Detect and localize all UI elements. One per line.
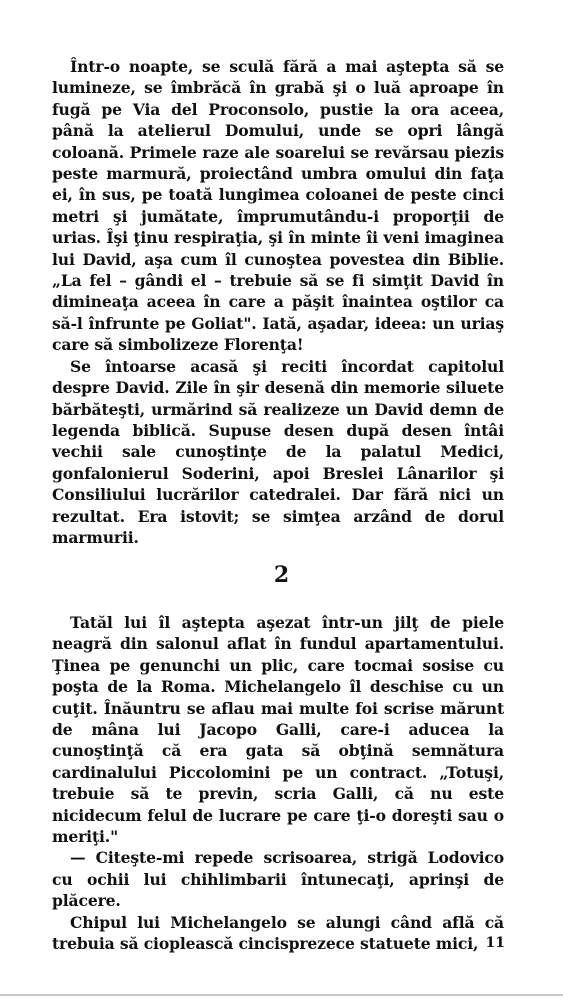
- page-edge-divider: [0, 994, 563, 996]
- paragraph: Se întoarse acasă şi reciti încordat capitolul despre David. Zile în şir desenă din memorie siluete bărbăteşti, urmărind să realizeze un David demn de legenda biblică. Supuse desen după desen întâi vechii sale cunoştinţe de la palatul Medici, gonfalonierul Soderini, apoi Breslei Lânarilor şi Consiliului lucrărilor catedralei. Dar fără nici un rezultat. Era istovit; se simţea arzând de dorul marmurii.: [52, 356, 504, 547]
- chapter-number: 2: [273, 562, 290, 588]
- paragraph: Într-o noapte, se sculă fără a mai aştepta să se lumineze, se îmbrăcă în grabă şi o luă aproape în fugă pe Via del Proconsolo, pustie la ora aceea, până la atelierul Domului, unde se opri lângă coloană. Primele raze ale soarelui se revărsau piezis peste marmură, proiectând umbra omului din faţa ei, în sus, pe toată lungimea coloanei de peste cinci metri şi jumătate, împrumutându-i proporţii de urias. Îşi ţinu respiraţia, şi în minte îi veni imaginea lui David, aşa cum îl cunoştea povestea din Biblie. „La fel – gândi el – trebuie să se fi simţit David în dimineaţa aceea în care a păşit înaintea oştilor ca să-l înfrunte pe Goliat". Iată, aşadar, ideea: un uriaş care să simbolizeze Florenţa!: [52, 57, 504, 355]
- text-section-one: [52, 56, 504, 548]
- paragraph: Tatăl lui îl aştepta aşezat într-un jilţ de piele neagră din salonul aflat în fundul apartamentului. Ţinea pe genunchi un plic, care tocmai sosise cu poşta de la Roma. Michelangelo îl deschise cu un cuţit. Înăuntru se aflau mai multe foi scrise mărunt de mâna lui Jacopo Galli, care-i aducea la cunoştinţă că era gata să obţină semnătura cardinalului Piccolomini pe un contract. „Totuşi, trebuie să te previn, scria Galli, că nu este nicidecum felul de lucrare pe care ţi-o doreşti sau o meriţi.": [52, 613, 504, 847]
- text-section-two: [52, 612, 504, 955]
- paragraph: — Citeşte-mi repede scrisoarea, strigă Lodovico cu ochii lui chihlimbarii întunecaţi, aprinşi de plăcere.: [52, 848, 504, 911]
- page-number: 11: [485, 935, 505, 951]
- paragraph: Chipul lui Michelangelo se alungi când află că trebuia să cioplească cincisprezece statuete mici,: [52, 912, 504, 954]
